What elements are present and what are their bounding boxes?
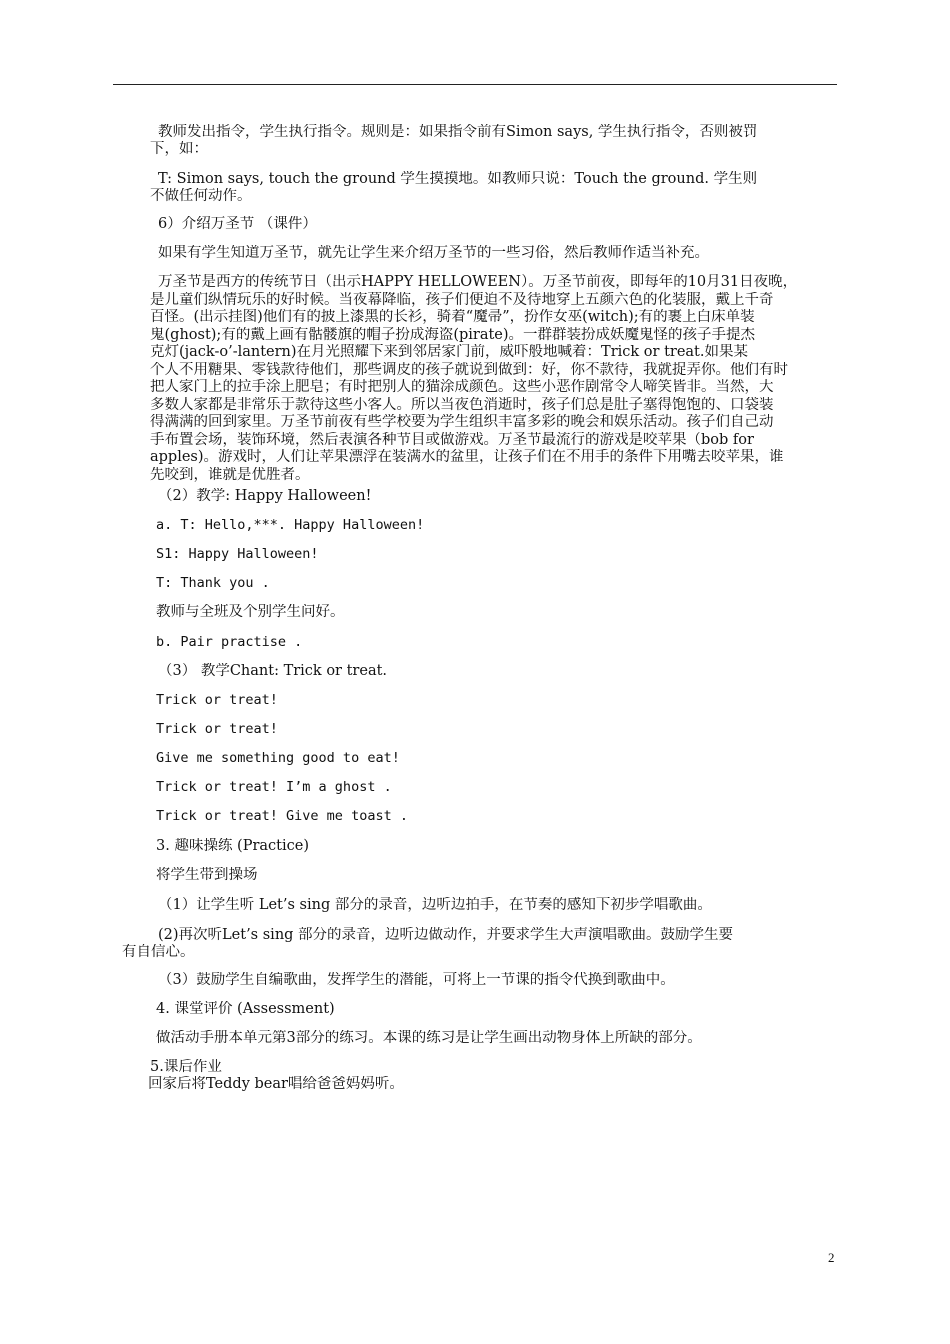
- paragraph-line: Give me something good to eat!: [156, 750, 400, 766]
- paragraph-line: 鬼(ghost);有的戴上画有骷髅旗的帽子扮成海盗(pirate)。一群群装扮成妖魔鬼怪的孩子手提杰: [150, 326, 756, 343]
- paragraph-line: 先咬到，谁就是优胜者。: [150, 466, 310, 483]
- paragraph-line: （2）教学: Happy Halloween!: [158, 488, 372, 504]
- paragraph-line: 手布置会场，装饰环境，然后表演各种节目或做游戏。万圣节最流行的游戏是咬苹果（bob for: [150, 431, 754, 448]
- paragraph-line: 是儿童们纵情玩乐的好时候。当夜幕降临，孩子们便迫不及待地穿上五颜六色的化装服，戴上千奇: [150, 291, 774, 308]
- paragraph-line: 克灯(jack-o’-lantern)在月光照耀下来到邻居家门前，威吓般地喊着：Trick or treat.如果某: [150, 344, 748, 360]
- paragraph-line: （1）让学生听 Let’s sing 部分的录音，边听边拍手，在节奏的感知下初步学唱歌曲。: [158, 897, 712, 913]
- paragraph-line: 不做任何动作。: [150, 188, 252, 204]
- paragraph-line: 如果有学生知道万圣节，就先让学生来介绍万圣节的一些习俗，然后教师作适当补充。: [158, 245, 709, 261]
- paragraph-line: Trick or treat! Give me toast .: [156, 808, 408, 824]
- paragraph-line: 万圣节是西方的传统节日（出示HAPPY HELLOWEEN）。万圣节前夜，即每年的10月31日夜晚，: [158, 274, 798, 290]
- paragraph-line: 教师发出指令，学生执行指令。规则是：如果指令前有Simon says, 学生执行指令，否则被罚: [158, 124, 758, 140]
- paragraph-line: apples)。游戏时，人们让苹果漂浮在装满水的盆里，让孩子们在不用手的条件下用嘴去咬苹果，谁: [150, 449, 784, 465]
- paragraph-line: 做活动手册本单元第3部分的练习。本课的练习是让学生画出动物身体上所缺的部分。: [156, 1030, 702, 1046]
- paragraph-line: 将学生带到操场: [156, 867, 258, 883]
- paragraph-line: b. Pair practise .: [156, 634, 303, 650]
- paragraph-line: 个人不用糖果、零钱款待他们，那些调皮的孩子就说到做到：好，你不款待，我就捉弄你。他们有时: [150, 361, 788, 378]
- paragraph-line: 6）介绍万圣节 （课件）: [158, 216, 317, 232]
- paragraph-line: 百怪。(出示挂图)他们有的披上漆黑的长衫，骑着“魔帚”，扮作女巫(witch);有的裹上白床单装: [150, 309, 755, 325]
- paragraph-line: 把人家门上的拉手涂上肥皂；有时把别人的猫涂成颜色。这些小恶作剧常令人啼笑皆非。当然，大: [150, 379, 774, 395]
- paragraph-line: 5.课后作业: [150, 1059, 222, 1075]
- paragraph-line: 得满满的回到家里。万圣节前夜有些学校要为学生组织丰富多彩的晚会和娱乐活动。孩子们自己动: [150, 414, 774, 430]
- paragraph-line: (2)再次听Let’s sing 部分的录音，边听边做动作，并要求学生大声演唱歌曲。鼓励学生要: [158, 927, 734, 943]
- paragraph-line: Trick or treat! I’m a ghost .: [156, 779, 392, 795]
- paragraph-line: T: Thank you .: [156, 575, 270, 591]
- header-rule: [113, 84, 837, 85]
- paragraph-line: 有自信心。: [122, 944, 195, 960]
- paragraph-line: a. T: Hello,***. Happy Halloween!: [156, 517, 425, 533]
- page-number: 2: [828, 1250, 835, 1265]
- paragraph-line: 3. 趣味操练 (Practice): [156, 838, 309, 854]
- paragraph-line: 回家后将Teddy bear唱给爸爸妈妈听。: [148, 1076, 404, 1092]
- paragraph-line: T: Simon says, touch the ground 学生摸摸地。如教师只说：Touch the ground. 学生则: [158, 171, 758, 187]
- paragraph-line: Trick or treat!: [156, 692, 278, 708]
- paragraph-line: 4. 课堂评价 (Assessment): [156, 1001, 335, 1017]
- paragraph-line: （3）鼓励学生自编歌曲，发挥学生的潜能，可将上一节课的指令代换到歌曲中。: [158, 972, 675, 988]
- paragraph-line: （3） 教学Chant: Trick or treat.: [158, 663, 388, 679]
- paragraph-line: 下，如：: [150, 141, 208, 157]
- paragraph-line: Trick or treat!: [156, 721, 278, 737]
- paragraph-line: 多数人家都是非常乐于款待这些小客人。所以当夜色消逝时，孩子们总是肚子塞得饱饱的、口袋装: [150, 396, 774, 413]
- paragraph-line: 教师与全班及个别学生问好。: [156, 604, 345, 620]
- paragraph-line: S1: Happy Halloween!: [156, 546, 319, 562]
